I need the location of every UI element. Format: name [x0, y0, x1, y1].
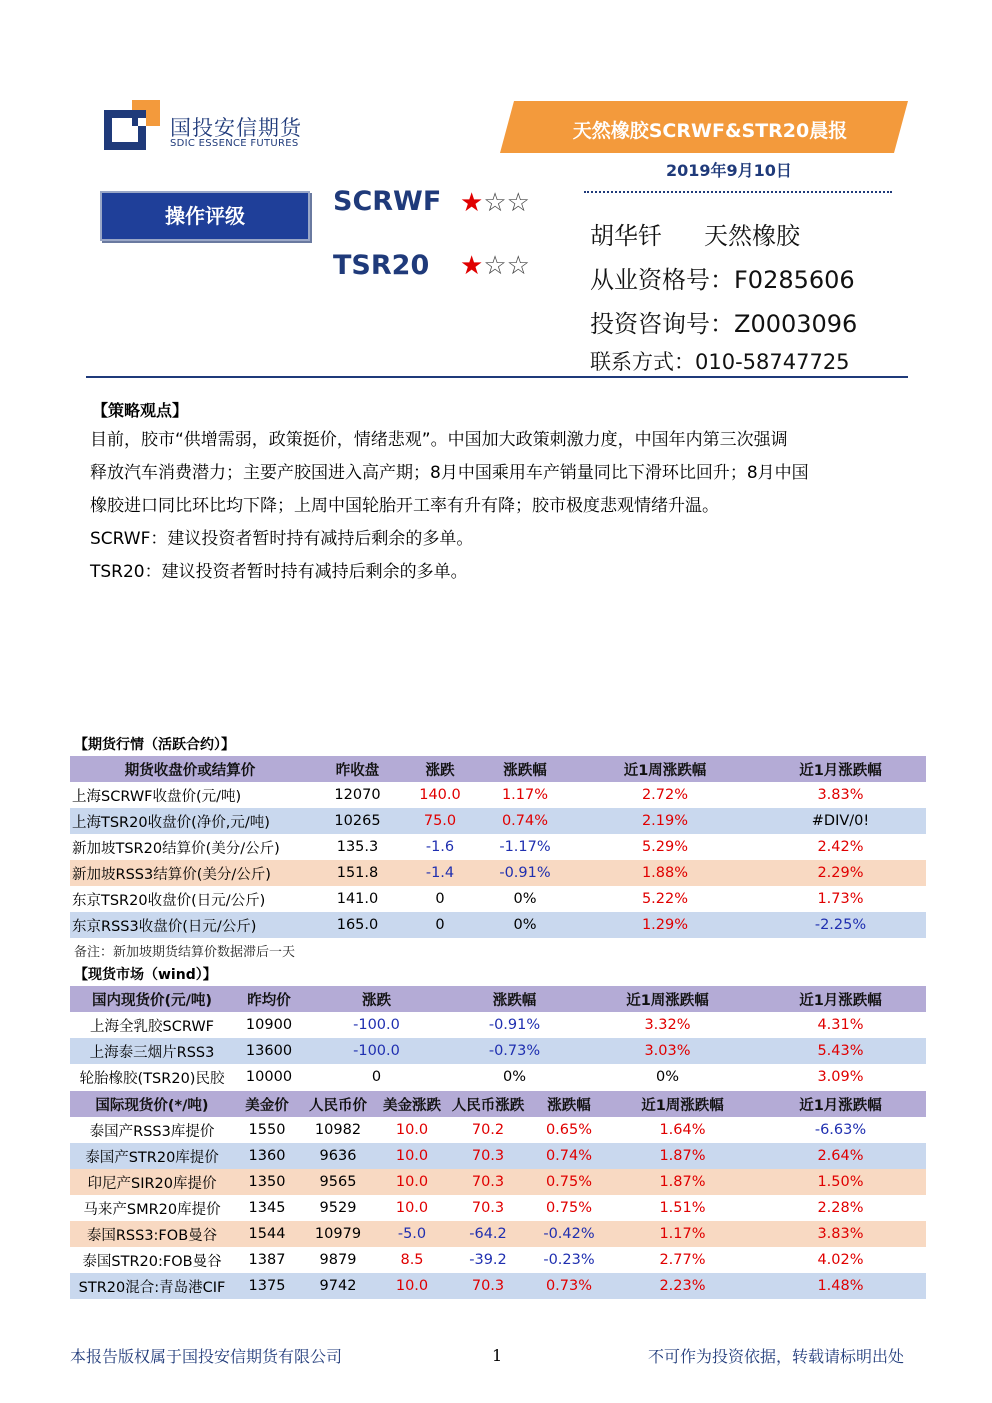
month-change: 1.73% — [755, 886, 926, 912]
row-name: 上海全乳胶SCRWF — [70, 1012, 234, 1038]
column-header: 国内现货价(元/吨) — [70, 986, 234, 1012]
report-title: 天然橡胶SCRWF&STR20晨报 — [572, 120, 848, 142]
change-pct: 0.73% — [528, 1273, 610, 1299]
rmb-change: 70.3 — [448, 1273, 528, 1299]
rmb-price: 10982 — [300, 1117, 376, 1143]
prev-avg: 13600 — [234, 1038, 304, 1064]
company-name-en: SDIC ESSENCE FUTURES — [170, 138, 299, 149]
table-row — [70, 1064, 926, 1090]
table-row — [70, 860, 926, 886]
strategy-line: TSR20：建议投资者暂时持有减持后剩余的多单。 — [90, 562, 468, 582]
row-name: 上海泰三烟片RSS3 — [70, 1038, 234, 1064]
analyst-name: 胡华钎 — [590, 222, 662, 250]
usd-price: 1375 — [234, 1273, 300, 1299]
spot-domestic-table — [70, 986, 926, 1090]
strategy-line: 目前，胶市“供增需弱，政策挺价，情绪悲观”。中国加大政策刺激力度，中国年内第三次强调 — [90, 430, 788, 450]
disclaimer: 不可作为投资依据，转载请标明出处 — [648, 1347, 905, 1366]
rmb-change: -39.2 — [448, 1247, 528, 1273]
change-pct: -0.91% — [449, 1012, 580, 1038]
table-row — [70, 886, 926, 912]
week-change: 1.87% — [610, 1143, 755, 1169]
month-change: 3.83% — [755, 1221, 926, 1247]
usd-price: 1544 — [234, 1221, 300, 1247]
column-header: 美金价 — [234, 1091, 300, 1117]
table-row — [70, 1221, 926, 1247]
month-change: 1.48% — [755, 1273, 926, 1299]
change-pct: 1.17% — [475, 782, 575, 808]
week-change: 0% — [580, 1064, 755, 1090]
table-row — [70, 1195, 926, 1221]
row-name: 东京TSR20收盘价(日元/公斤) — [70, 886, 310, 912]
column-header: 涨跌幅 — [449, 986, 580, 1012]
usd-change: 10.0 — [376, 1117, 448, 1143]
change-pct: 0.65% — [528, 1117, 610, 1143]
column-header: 近1周涨跌幅 — [580, 986, 755, 1012]
row-name: 马来产SMR20库提价 — [70, 1195, 234, 1221]
week-change: 1.88% — [575, 860, 755, 886]
page-number: 1 — [492, 1346, 503, 1365]
prev-close: 12070 — [310, 782, 405, 808]
report-date: 2019年9月10日 — [666, 161, 792, 180]
week-change: 1.87% — [610, 1169, 755, 1195]
change-pct: -0.23% — [528, 1247, 610, 1273]
analyst-name-line — [590, 216, 800, 251]
column-header: 近1周涨跌幅 — [575, 756, 755, 782]
rmb-price: 9529 — [300, 1195, 376, 1221]
month-change: 5.43% — [755, 1038, 926, 1064]
column-header: 国际现货价(*/吨) — [70, 1091, 234, 1117]
usd-price: 1350 — [234, 1169, 300, 1195]
column-header: 涨跌 — [304, 986, 449, 1012]
row-name: 泰国RSS3:FOB曼谷 — [70, 1221, 234, 1247]
column-header: 人民币价 — [300, 1091, 376, 1117]
star-rating-tsr20 — [460, 251, 530, 281]
column-header: 涨跌 — [405, 756, 475, 782]
table-row — [70, 808, 926, 834]
usd-price: 1360 — [234, 1143, 300, 1169]
column-header: 期货收盘价或结算价 — [70, 756, 310, 782]
prev-close: 10265 — [310, 808, 405, 834]
row-name: 印尼产SIR20库提价 — [70, 1169, 234, 1195]
month-change: 2.64% — [755, 1143, 926, 1169]
rmb-price: 9636 — [300, 1143, 376, 1169]
row-name: 泰国STR20:FOB曼谷 — [70, 1247, 234, 1273]
change-pct: -0.73% — [449, 1038, 580, 1064]
rmb-change: 70.2 — [448, 1117, 528, 1143]
month-change: 2.28% — [755, 1195, 926, 1221]
strategy-line: SCRWF：建议投资者暂时持有减持后剩余的多单。 — [90, 529, 474, 549]
month-change: 1.50% — [755, 1169, 926, 1195]
column-header: 美金涨跌 — [376, 1091, 448, 1117]
column-header: 近1月涨跌幅 — [755, 756, 926, 782]
row-name: 泰国产RSS3库提价 — [70, 1117, 234, 1143]
rmb-price: 9565 — [300, 1169, 376, 1195]
month-change: 2.29% — [755, 860, 926, 886]
usd-change: 8.5 — [376, 1247, 448, 1273]
usd-change: 10.0 — [376, 1273, 448, 1299]
star-filled-icon: ★ — [460, 251, 484, 281]
futures-table — [70, 756, 926, 938]
rating-label: 操作评级 — [100, 191, 310, 241]
week-change: 3.32% — [580, 1012, 755, 1038]
table-row — [70, 1012, 926, 1038]
table-row — [70, 834, 926, 860]
change-pct: -0.42% — [528, 1221, 610, 1247]
change: 75.0 — [405, 808, 475, 834]
table-row — [70, 1117, 926, 1143]
table-row — [70, 1247, 926, 1273]
table-row — [70, 1273, 926, 1299]
usd-change: 10.0 — [376, 1143, 448, 1169]
usd-price: 1387 — [234, 1247, 300, 1273]
change-pct: 0.74% — [475, 808, 575, 834]
month-change: -2.25% — [755, 912, 926, 938]
week-change: 2.77% — [610, 1247, 755, 1273]
rmb-change: 70.3 — [448, 1143, 528, 1169]
row-name: 新加坡RSS3结算价(美分/公斤) — [70, 860, 310, 886]
company-logo-mark — [104, 100, 160, 150]
copyright-notice: 本报告版权属于国投安信期货有限公司 — [70, 1347, 343, 1366]
rmb-price: 9742 — [300, 1273, 376, 1299]
column-header: 涨跌幅 — [528, 1091, 610, 1117]
week-change: 1.51% — [610, 1195, 755, 1221]
row-name: 轮胎橡胶(TSR20)民胶 — [70, 1064, 234, 1090]
rmb-change: 70.3 — [448, 1169, 528, 1195]
week-change: 3.03% — [580, 1038, 755, 1064]
usd-change: 10.0 — [376, 1169, 448, 1195]
rmb-price: 10979 — [300, 1221, 376, 1247]
row-name: 泰国产STR20库提价 — [70, 1143, 234, 1169]
month-change: 4.31% — [755, 1012, 926, 1038]
change-pct: 0% — [475, 886, 575, 912]
month-change: 2.42% — [755, 834, 926, 860]
company-name-cn: 国投安信期货 — [170, 116, 302, 140]
change-pct: 0% — [475, 912, 575, 938]
column-header: 近1月涨跌幅 — [755, 986, 926, 1012]
column-header: 人民币涨跌 — [448, 1091, 528, 1117]
table-row — [70, 912, 926, 938]
month-change: 3.09% — [755, 1064, 926, 1090]
table-row — [70, 782, 926, 808]
column-header: 昨收盘 — [310, 756, 405, 782]
strategy-line: 释放汽车消费潜力；主要产胶国进入高产期；8月中国乘用车产销量同比下滑环比回升；8月中国 — [90, 463, 809, 483]
change: -1.4 — [405, 860, 475, 886]
table-header-row — [70, 756, 926, 782]
column-header: 昨均价 — [234, 986, 304, 1012]
change: 140.0 — [405, 782, 475, 808]
usd-change: 10.0 — [376, 1195, 448, 1221]
row-name: 新加坡TSR20结算价(美分/公斤) — [70, 834, 310, 860]
change: -1.6 — [405, 834, 475, 860]
change: 0 — [405, 886, 475, 912]
week-change: 2.19% — [575, 808, 755, 834]
week-change: 5.29% — [575, 834, 755, 860]
table-header-row — [70, 986, 926, 1012]
rmb-change: 70.3 — [448, 1195, 528, 1221]
row-name: 上海SCRWF收盘价(元/吨) — [70, 782, 310, 808]
week-change: 1.64% — [610, 1117, 755, 1143]
month-change: 4.02% — [755, 1247, 926, 1273]
header-divider — [86, 376, 908, 378]
prev-avg: 10000 — [234, 1064, 304, 1090]
week-change: 1.29% — [575, 912, 755, 938]
table-row — [70, 1038, 926, 1064]
change-pct: 0.75% — [528, 1169, 610, 1195]
table-row — [70, 1143, 926, 1169]
table-header-row — [70, 1091, 926, 1117]
futures-note: 备注：新加坡期货结算价数据滞后一天 — [74, 945, 296, 960]
product-name-scrwf: SCRWF — [333, 186, 442, 217]
prev-avg: 10900 — [234, 1012, 304, 1038]
change: -100.0 — [304, 1038, 449, 1064]
prev-close: 141.0 — [310, 886, 405, 912]
column-header: 近1周涨跌幅 — [610, 1091, 755, 1117]
change-pct: 0.75% — [528, 1195, 610, 1221]
analyst-contact: 联系方式：010-58747725 — [590, 350, 850, 374]
prev-close: 165.0 — [310, 912, 405, 938]
star-rating-scrwf — [460, 188, 530, 218]
row-name: 上海TSR20收盘价(净价,元/吨) — [70, 808, 310, 834]
spot-title: 【现货市场（wind）】 — [74, 967, 217, 983]
change-pct: 0.74% — [528, 1143, 610, 1169]
row-name: 东京RSS3收盘价(日元/公斤) — [70, 912, 310, 938]
change: 0 — [405, 912, 475, 938]
usd-change: -5.0 — [376, 1221, 448, 1247]
change: -100.0 — [304, 1012, 449, 1038]
analyst-consult-id: 投资咨询号：Z0003096 — [590, 310, 858, 338]
change-pct: -0.91% — [475, 860, 575, 886]
table-row — [70, 1169, 926, 1195]
row-name: STR20混合:青岛港CIF — [70, 1273, 234, 1299]
column-header: 涨跌幅 — [475, 756, 575, 782]
change: 0 — [304, 1064, 449, 1090]
prev-close: 135.3 — [310, 834, 405, 860]
usd-price: 1550 — [234, 1117, 300, 1143]
analyst-license: 从业资格号：F0285606 — [590, 266, 855, 294]
week-change: 2.72% — [575, 782, 755, 808]
star-empty-icon: ☆☆ — [483, 251, 530, 281]
futures-title: 【期货行情（活跃合约）】 — [74, 737, 235, 753]
rmb-change: -64.2 — [448, 1221, 528, 1247]
strategy-title: 【策略观点】 — [92, 401, 189, 420]
strategy-body — [90, 424, 900, 589]
usd-price: 1345 — [234, 1195, 300, 1221]
month-change: #DIV/0! — [755, 808, 926, 834]
month-change: 3.83% — [755, 782, 926, 808]
dotted-divider — [584, 191, 892, 193]
week-change: 2.23% — [610, 1273, 755, 1299]
star-filled-icon: ★ — [460, 188, 484, 218]
analyst-field: 天然橡胶 — [704, 222, 800, 250]
column-header: 近1月涨跌幅 — [755, 1091, 926, 1117]
week-change: 5.22% — [575, 886, 755, 912]
month-change: -6.63% — [755, 1117, 926, 1143]
product-name-tsr20: TSR20 — [333, 250, 430, 281]
prev-close: 151.8 — [310, 860, 405, 886]
strategy-line: 橡胶进口同比环比均下降；上周中国轮胎开工率有升有降；胶市极度悲观情绪升温。 — [90, 496, 719, 516]
spot-intl-table — [70, 1091, 926, 1299]
star-empty-icon: ☆☆ — [483, 188, 530, 218]
rmb-price: 9879 — [300, 1247, 376, 1273]
change-pct: 0% — [449, 1064, 580, 1090]
change-pct: -1.17% — [475, 834, 575, 860]
week-change: 1.17% — [610, 1221, 755, 1247]
